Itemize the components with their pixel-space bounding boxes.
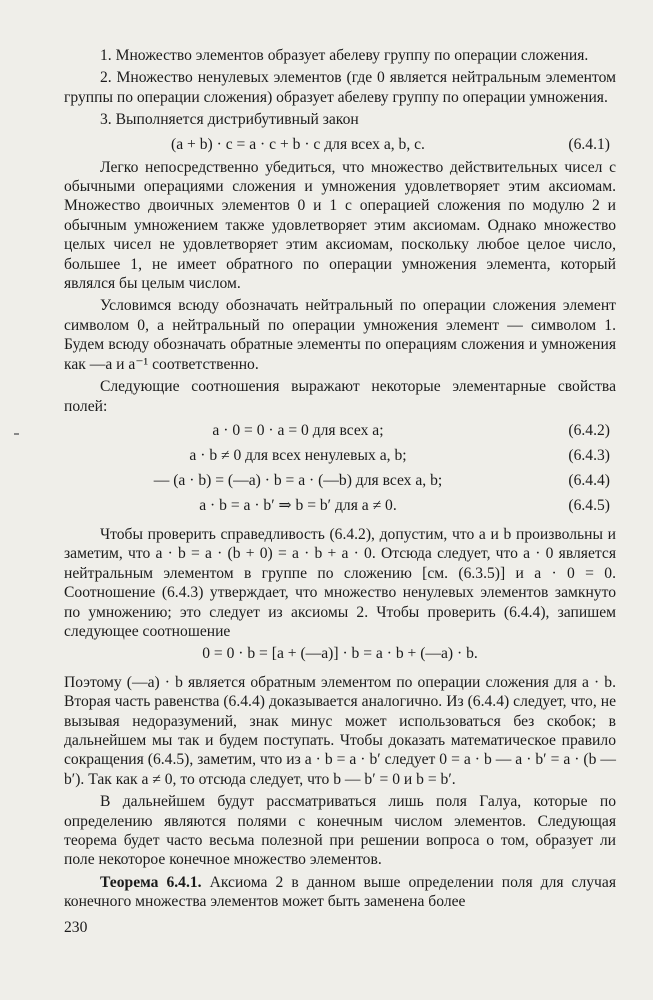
paragraph-proof: Чтобы проверить справедливость (6.4.2), допустим, что a и b произвольны и заметим, что a · b = a · (b + 0) = a · b + a · 0. Отсюда следует, что a · 0 является нейтральным элементом в группе по сложению [см. (6.3.5)] и a · 0 = 0. Соотношение (6.4.3) утверждает, что множество ненулевых элементов замкнуто по умножению; это следует из аксиомы 2. Чтобы проверить (6.4.4), запишем следующее соотношение [64, 525, 616, 640]
page-number: 230 [64, 918, 88, 936]
equation-formula: a · b = a · b′ ⇒ b = b′ для a ≠ 0. [199, 496, 397, 514]
equation-6-4-5 [64, 494, 616, 517]
equation-number: (6.4.4) [568, 471, 610, 489]
page-content [64, 46, 616, 937]
axiom-1: 1. Множество элементов образует абелеву группу по операции сложения. [100, 47, 589, 64]
margin-mark [14, 433, 19, 435]
theorem-text: Аксиома 2 в данном выше определении поля для случая конечного множества элементов может быть заменена более [64, 873, 616, 911]
equation-6-4-4 [64, 469, 616, 492]
equation-6-4-3 [64, 444, 616, 467]
theorem-label: Теорема 6.4.1. [100, 873, 202, 891]
paragraph-properties: Следующие соотношения выражают некоторые элементарные свойства полей: [64, 378, 616, 415]
paragraph-therefore: Поэтому (—a) · b является обратным элементом по операции сложения для a · b. Вторая часть равенства (6.4.4) доказывается аналогично. Из (6.4.4) следует, что, не вызывая недоразумений, знак минус может использоваться без скобок; в дальнейшем мы так и будем поступать. Чтобы доказать математическое правило сокращения (6.4.5), заметим, что из a · b = a · b′ следует 0 = a · b — a · b′ = a · (b — b′). Так как a ≠ 0, то отсюда следует, что b — b′ = 0 и b = b′. [64, 673, 616, 788]
equation-number: (6.4.5) [568, 496, 610, 514]
equation-formula: (a + b) · c = a · c + b · c для всех a, b, c. [171, 135, 425, 153]
axiom-2: 2. Множество ненулевых элементов (где 0 является нейтральным элементом группы по операции сложения) образует абелеву группу по операции умножения. [64, 69, 616, 106]
equation-6-4-2 [64, 419, 616, 442]
equation-number: (6.4.3) [568, 446, 610, 464]
equation-number: (6.4.2) [568, 421, 610, 439]
theorem-6-4-1 [64, 873, 616, 912]
paragraph-real-numbers: Легко непосредственно убедиться, что множество действительных чисел с обычными операциями сложения и умножения удовлетворяет этим аксиомам. Множество двоичных элементов 0 и 1 с операцией сложения по модулю 2 и обычным умножением также удовлетворяет этим аксиомам. Однако множество целых чисел не удовлетворяет этим аксиомам, поскольку любое целое число, большее 1, не имеет обратного по операции умножения элемента, который являлся бы целым числом. [64, 158, 616, 293]
paragraph-notation: Условимся всюду обозначать нейтральный по операции сложения элемент символом 0, а нейтральный по операции умножения элемент — символом 1. Будем всюду обозначать обратные элементы по операциям сложения и умножения как —a и a⁻¹ соответственно. [64, 297, 616, 373]
equation-6-4-1 [64, 133, 616, 156]
equation-formula: a · b ≠ 0 для всех ненулевых a, b; [189, 446, 407, 464]
paragraph-galois: В дальнейшем будут рассматриваться лишь поля Галуа, которые по определению являются полями с конечным числом элементов. Следующая теорема будет часто весьма полезной при решении вопроса о том, образует ли поле некоторое конечное множество элементов. [64, 793, 616, 869]
equation-zero-chain: 0 = 0 · b = [a + (—a)] · b = a · b + (—a) · b. [202, 645, 478, 663]
equation-number: (6.4.1) [568, 135, 610, 153]
axiom-3: 3. Выполняется дистрибутивный закон [100, 111, 359, 129]
equation-formula: — (a · b) = (—a) · b = a · (—b) для всех a, b; [153, 471, 443, 489]
equation-formula: a · 0 = 0 · a = 0 для всех a; [212, 421, 384, 439]
